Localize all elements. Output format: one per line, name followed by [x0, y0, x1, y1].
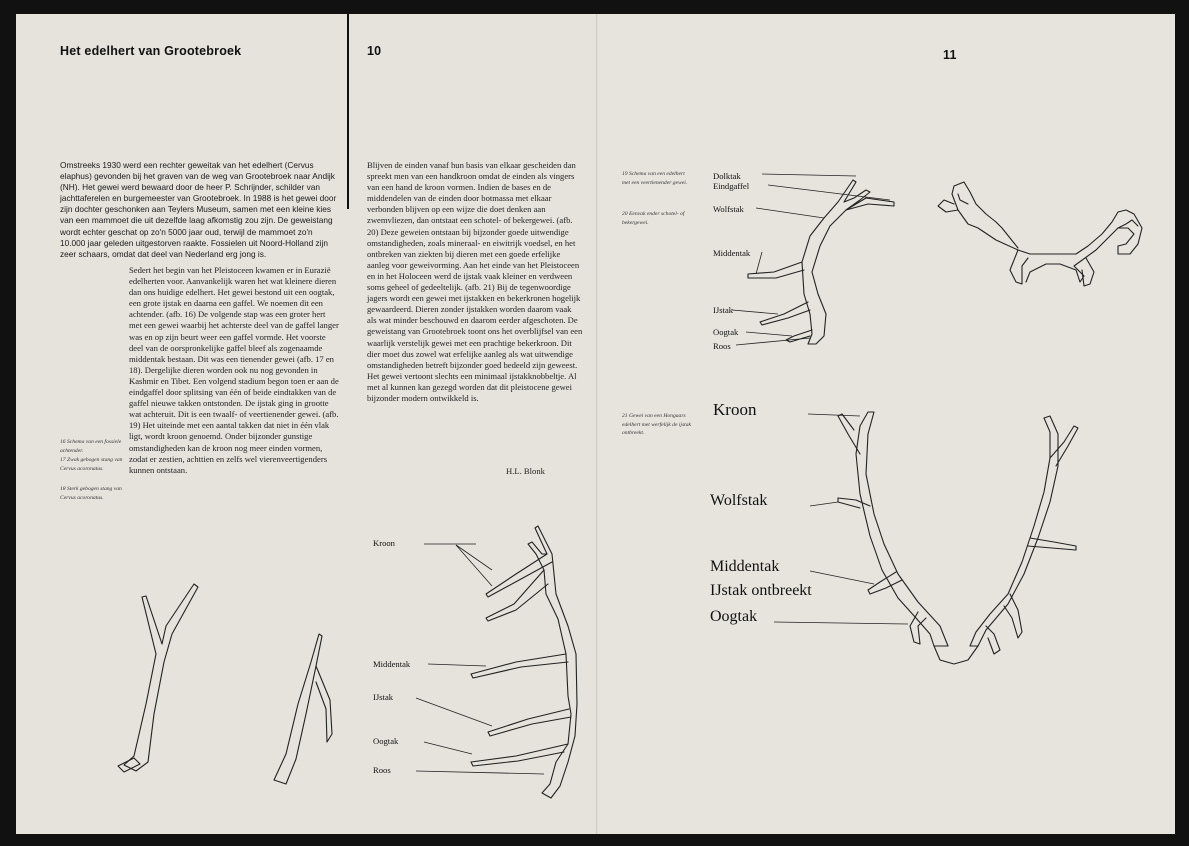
fig19-label-dolktak: Dolktak: [713, 171, 741, 181]
fig19-label-middentak: Middentak: [713, 248, 751, 258]
fig21-label-middentak: Middentak: [710, 558, 780, 575]
running-title: Het edelhert van Grootebroek: [60, 44, 242, 58]
fig21-label-wolfstak: Wolfstak: [710, 492, 768, 509]
label-kroon: Kroon: [373, 538, 395, 548]
label-roos: Roos: [373, 765, 391, 775]
caption-20: 20 Eenvak ender schotel- of bekergewei.: [622, 211, 685, 226]
antler-drawing-labelled: [16, 14, 598, 834]
body-column-1: Sedert het begin van het Pleistoceen kwamen er in Eurazië edelherten voor. Aanvankelijk waren het wat kleinere dieren dan ons huidige edelhert. Het gewei bestond uit een oogtak, een grote ijstak en daarna een gaffel. We noemen dit een achtender. (afb. 16) De volgende stap was een groter hert met een gewei waarbij het achterste deel van de gaffel langer was en op zijn beurt weer een gaffel vormde. Het voorste deel van de oorspronkelijke gaffel bleef als zogenaamde middentak bestaan. Dit was een tienender gewei (afb. 17 en 18). Dergelijke dieren worden ook nu nog gevonden in Kashmir en Tibet. Een volgend stadium begon toen er aan de eindgaffel door splitsing van één of beide eindtakken van de gaffel nieuwe takken ontstonden. De ijstak ging in grootte wat achteruit. Dit is een twaalf- of veertienender gewei. (afb. 19) Het uiteinde met een aantal takken dat niet in één vlak ligt, wordt kroon genoemd. Onder bijzonder gunstige omstandigheden kan de kroon nog meer einden vormen, zodat er zestien, achttien en zelfs wel vierenveertigenders kunnen ontstaan.: [129, 265, 339, 475]
body-column-2: Blijven de einden vanaf hun basis van elkaar gescheiden dan spreekt men van een handkroon omdat de einden als vingers van een hand de kroon vormen. Indien de bases en de middendelen van de einden door botmassa met elkaar verbonden blijven op een wijze die doet denken aan zwemvliezen, dan ontstaat een schotel- of bekergewei. (afb. 20) Deze geweien ontstaan bij bijzonder goede uitwendige omstandigheden, zoals mineraal- en eiwitrijk voedsel, en het ontbreken van ziekten bij dieren met een goede erfelijke aanleg voor geweivorming. Aan het einde van het Pleistoceen en in het Holoceen werd de ijstak vaak kleiner en verdween soms geheel of gedeeltelijk. (afb. 21) Bij de tegenwoordige jagers wordt een gewei met ijstakken en bekerkronen hogelijk gewaardeerd. Dieren zonder ijstakken worden daarom vaak als wat minder beschouwd en daarom eerder afgeschoten. De geweistang van Grootebroek toont ons het overblijfsel van een waarlijk verstelijk gewei met een prachtige bekerkroon. Dit dier moet dus zowel wat erfelijke aanleg als wat uitwendige omstandigheden betreft bijzonder goed bedeeld zijn geweest. Het gewei vertoont slechts een minimaal ijstakknobbeltje. Al met al kunnen kan gezegd worden dat dit pleistocene gewei bijzonder modern ontwikkeld is.: [367, 160, 583, 403]
page-number-right: 11: [943, 48, 957, 62]
label-ijstak: IJstak: [373, 692, 394, 702]
fig19-label-ijstak: IJstak: [713, 305, 734, 315]
fig19-label-roos: Roos: [713, 341, 731, 351]
fig19-label-eindgaffel: Eindgaffel: [713, 181, 750, 191]
left-page: [16, 14, 598, 834]
fig21-label-ijstak-ontbreekt: IJstak ontbreekt: [710, 582, 812, 599]
antler-drawing-21: [598, 14, 1175, 834]
intro-paragraph: Omstreeks 1930 werd een rechter geweitak van het edelhert (Cervus elaphus) gevonden bij het graven van de weg van Grootebroek naar Andijk (NH). Het gewei werd bewaard door de heer P. Schrijnder, schilder van jachttaferelen en burgemeester van Grootebroek. In 1988 is het gewei door zijn dochter geschonken aan Teylers Museum, samen met een kleine kies van een mammoet die uit dezelfde laag afkomstig zou zijn. De geweistang wordt echter geschat op zo'n 5000 jaar oud, terwijl de mammoet zo'n 10.000 jaar geleden uitgestorven raakte. Fossielen uit Noord-Holland zijn zeer schaars, omdat dat deel van Nederland erg jong is.: [60, 160, 337, 259]
caption-18: 18 Sterk gebogen stang van Cervus acoronatus.: [60, 486, 122, 501]
caption-16: 16 Schema van een fossiele achtender.: [60, 439, 122, 454]
label-middentak: Middentak: [373, 659, 411, 669]
fig19-label-wolfstak: Wolfstak: [713, 204, 744, 214]
label-oogtak: Oogtak: [373, 736, 399, 746]
caption-21: 21 Gewei van een Hongaars edelhert met werfelijk de ijstak ontbreekt.: [622, 413, 691, 437]
fig19-label-oogtak: Oogtak: [713, 327, 739, 337]
page-number-left: 10: [367, 44, 382, 58]
right-page: [598, 14, 1175, 834]
caption-19: 19 Schema van een edelhert met een veertienender gewei.: [622, 171, 688, 186]
fig21-label-kroon: Kroon: [713, 400, 757, 419]
fig21-label-oogtak: Oogtak: [710, 608, 758, 625]
author: H.L. Blonk: [506, 466, 545, 476]
caption-17: 17 Zwak gebogen stang van Cervus acoronatus.: [60, 457, 123, 472]
